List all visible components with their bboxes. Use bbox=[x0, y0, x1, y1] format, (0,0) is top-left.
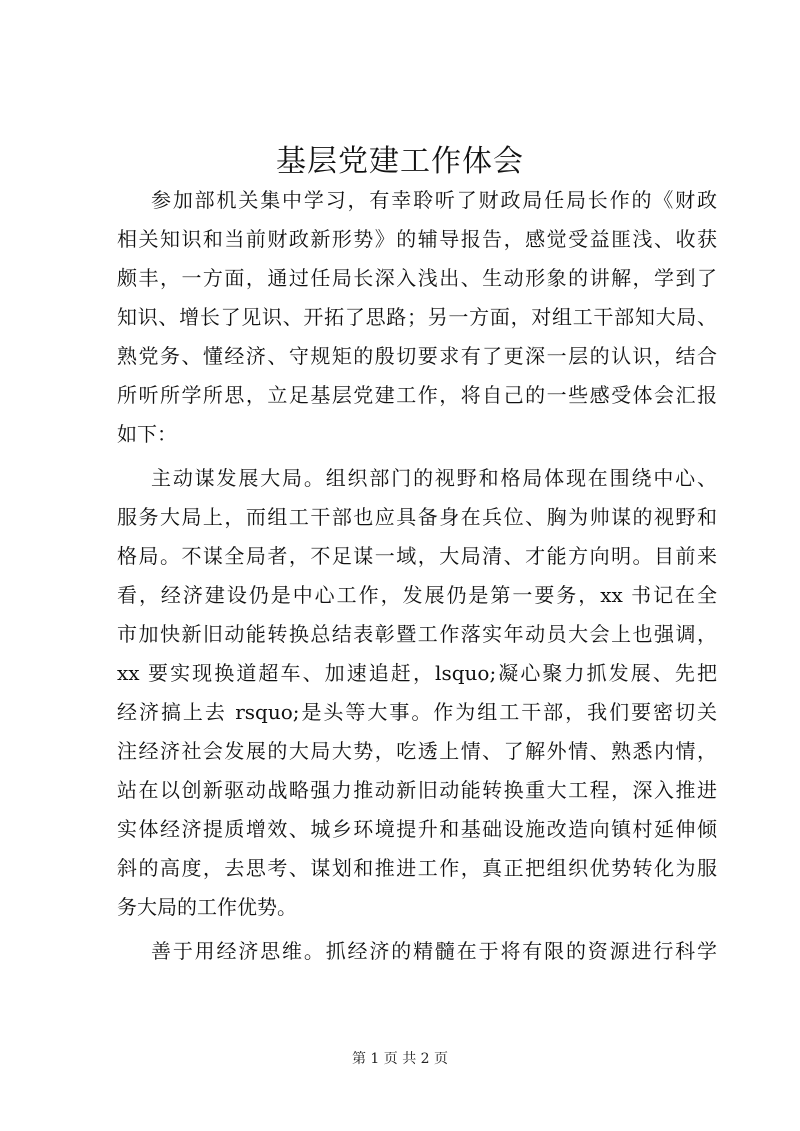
text-line: 注经济社会发展的大局大势，吃透上情、了解外情、熟悉内情， bbox=[117, 739, 717, 763]
text-line: 所听所学所思，立足基层党建工作，将自己的一些感受体会汇报 bbox=[117, 383, 717, 407]
text-line: 服务大局上，而组工干部也应具备身在兵位、胸为帅谋的视野和 bbox=[117, 505, 717, 529]
document-body bbox=[117, 181, 717, 976]
text-line: 参加部机关集中学习，有幸聆听了财政局任局长作的《财政 bbox=[151, 188, 717, 212]
document-title: 基层党建工作体会 bbox=[276, 144, 524, 179]
text-line: 相关知识和当前财政新形势》的辅导报告，感觉受益匪浅、收获 bbox=[117, 227, 717, 251]
text-line: 斜的高度，去思考、谋划和推进工作，真正把组织优势转化为服 bbox=[117, 856, 717, 880]
text-line: 市加快新旧动能转换总结表彰暨工作落实年动员大会上也强调， bbox=[117, 622, 717, 646]
text-line: 如下： bbox=[117, 422, 177, 446]
text-line: 务大局的工作优势。 bbox=[117, 895, 297, 919]
text-line: 经济搞上去 rsquo;是头等大事。作为组工干部，我们要密切关 bbox=[117, 700, 717, 724]
text-line: 站在以创新驱动战略强力推动新旧动能转换重大工程，深入推进 bbox=[117, 778, 717, 802]
text-line: 熟党务、懂经济、守规矩的殷切要求有了更深一层的认识，结合 bbox=[117, 344, 717, 368]
text-line: 看，经济建设仍是中心工作，发展仍是第一要务，xx 书记在全 bbox=[117, 583, 717, 607]
page-number-footer: 第 1 页 共 2 页 bbox=[351, 1051, 449, 1067]
paragraph-overall-development bbox=[117, 459, 717, 927]
paragraph-economic-thinking bbox=[117, 932, 717, 971]
text-line: 实体经济提质增效、城乡环境提升和基础设施改造向镇村延伸倾 bbox=[117, 817, 717, 841]
paragraph-intro bbox=[117, 181, 717, 454]
text-line: 格局。不谋全局者，不足谋一域，大局清、才能方向明。目前来 bbox=[117, 544, 717, 568]
text-line: 主动谋发展大局。组织部门的视野和格局体现在围绕中心、 bbox=[151, 466, 717, 490]
text-line: xx 要实现换道超车、加速追赶，lsquo;凝心聚力抓发展、先把 bbox=[117, 661, 717, 685]
text-line: 颇丰，一方面，通过任局长深入浅出、生动形象的讲解，学到了 bbox=[117, 266, 717, 290]
text-line: 善于用经济思维。抓经济的精髓在于将有限的资源进行科学 bbox=[151, 939, 717, 963]
text-line: 知识、增长了见识、开拓了思路；另一方面，对组工干部知大局、 bbox=[117, 305, 717, 329]
